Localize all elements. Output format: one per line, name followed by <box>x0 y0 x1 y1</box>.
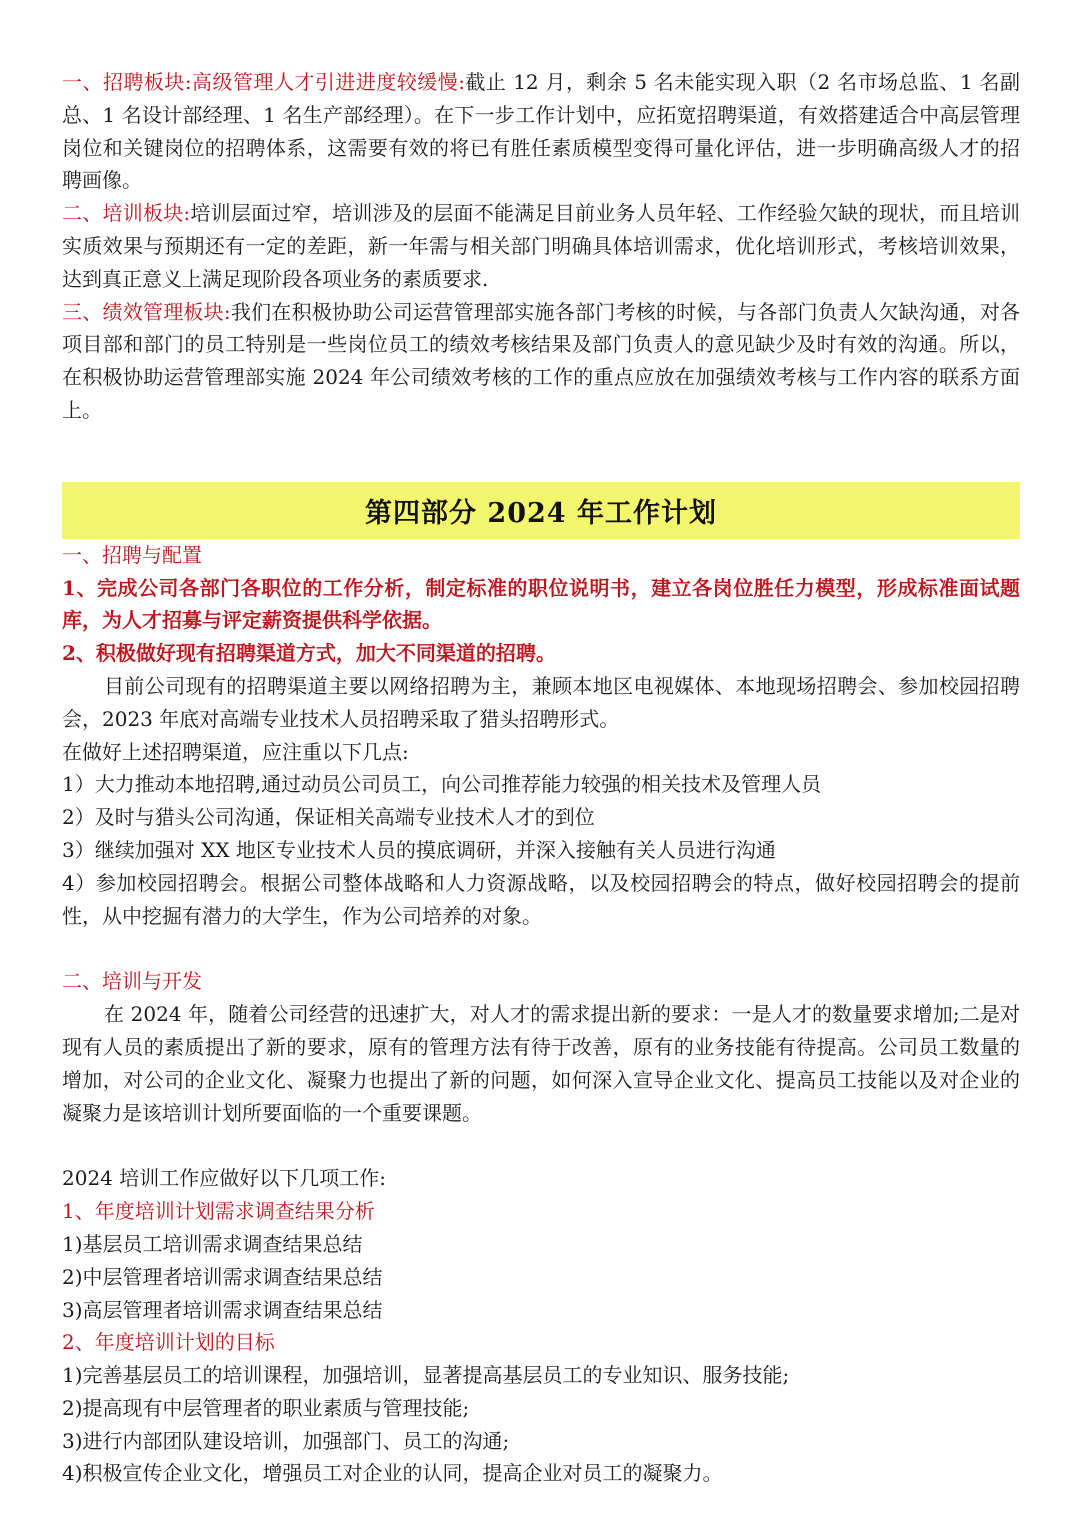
training-sub1-item-1: 1)基层员工培训需求调查结果总结 <box>62 1231 363 1256</box>
training-issue-paragraph <box>62 197 1020 295</box>
training-sub2-item-4: 4)积极宣传企业文化，增强员工对企业的认同，提高企业对员工的凝聚力。 <box>62 1461 723 1486</box>
training-issue-text: 培训层面过窄，培训涉及的层面不能满足目前业务人员年轻、工作经验欠缺的现状，而且培训实质效果与预期还有一定的差距，新一年需与相关部门明确具体培训需求，优化培训形式，考核培训效果，达到真正意义上满足现阶段各项业务的素质要求. <box>62 201 1021 291</box>
performance-issue-text: 我们在积极协助公司运营管理部实施各部门考核的时候，与各部门负责人欠缺沟通，对各项目部和部门的员工特别是一些岗位员工的绩效考核结果及部门负责人的意见缺少及时有效的沟通。所以，在积极协助运营管理部实施 2024 年公司绩效考核的工作的重点应放在加强绩效考核与工作内容的联系方面上。 <box>62 299 1020 422</box>
spacer <box>62 932 1020 965</box>
training-issue-label: 二、培训板块: <box>62 201 191 226</box>
spacer <box>62 1129 1020 1162</box>
recruit-item-2: 2、积极做好现有招聘渠道方式，加大不同渠道的招聘。 <box>62 641 556 666</box>
performance-issue-paragraph <box>62 296 1020 427</box>
recruit-point-4: 4）参加校园招聘会。根据公司整体战略和人力资源战略，以及校园招聘会的特点，做好校园招聘会的提前性，从中挖掘有潜力的大学生，作为公司培养的对象。 <box>62 870 1020 928</box>
document-page <box>62 66 1020 1490</box>
recruit-points-lead: 在做好上述招聘渠道，应注重以下几点: <box>62 739 409 764</box>
recruit-issue-text: 截止 12 月，剩余 5 名未能实现入职（2 名市场总监、1 名副总、1 名设计部经理、1 名生产部经理）。在下一步工作计划中，应拓宽招聘渠道，有效搭建适合中高层管理岗位和关键岗位的招聘体系，这需要有效的将已有胜任素质模型变得可量化评估，进一步明确高级人才的招聘画像。 <box>62 70 1020 193</box>
training-sub1-item-2: 2)中层管理者培训需求调查结果总结 <box>62 1264 383 1289</box>
recruit-channels-paragraph: 目前公司现有的招聘渠道主要以网络招聘为主，兼顾本地区电视媒体、本地现场招聘会、参加校园招聘会，2023 年底对高端专业技术人员招聘采取了猎头招聘形式。 <box>62 673 1020 731</box>
section-banner-title: 第四部分 2024 年工作计划 <box>365 497 717 529</box>
performance-issue-label: 三、绩效管理板块: <box>62 299 231 324</box>
training-sub2-item-2: 2)提高现有中层管理者的职业素质与管理技能; <box>62 1395 470 1420</box>
training-sub-heading-1: 1、年度培训计划需求调查结果分析 <box>62 1199 375 1224</box>
recruit-point-3: 3）继续加强对 XX 地区专业技术人员的摸底调研，并深入接触有关人员进行沟通 <box>62 837 776 862</box>
recruit-issue-label: 一、招聘板块: <box>62 70 192 94</box>
recruit-issue-paragraph <box>62 66 1020 197</box>
training-sub-heading-2: 2、年度培训计划的目标 <box>62 1330 275 1355</box>
training-sub2-item-3: 3)进行内部团队建设培训，加强部门、员工的沟通; <box>62 1428 510 1453</box>
recruit-issue-highlight: 高级管理人才引进进度较缓慢: <box>191 70 465 94</box>
training-lead: 2024 培训工作应做好以下几项工作: <box>62 1166 386 1191</box>
recruit-item-1: 1、完成公司各部门各职位的工作分析，制定标准的职位说明书，建立各岗位胜任力模型，形成标准面试题库，为人才招募与评定薪资提供科学依据。 <box>62 575 1020 633</box>
section-banner <box>62 482 1020 539</box>
training-heading: 二、培训与开发 <box>62 969 202 994</box>
training-sub1-item-3: 3)高层管理者培训需求调查结果总结 <box>62 1297 383 1322</box>
recruit-point-2: 2）及时与猎头公司沟通，保证相关高端专业技术人才的到位 <box>62 805 595 830</box>
recruit-point-1: 1）大力推动本地招聘,通过动员公司员工，向公司推荐能力较强的相关技术及管理人员 <box>62 772 822 797</box>
recruit-heading: 一、招聘与配置 <box>62 542 202 567</box>
training-sub2-item-1: 1)完善基层员工的培训课程，加强培训，显著提高基层员工的专业知识、服务技能; <box>62 1363 790 1388</box>
training-paragraph: 在 2024 年，随着公司经营的迅速扩大，对人才的需求提出新的要求：一是人才的数量要求增加;二是对现有人员的素质提出了新的要求，原有的管理方法有待于改善，原有的业务技能有待提高。公司员工数量的增加，对公司的企业文化、凝聚力也提出了新的问题，如何深入宣导企业文化、提高员工技能以及对企业的凝聚力是该培训计划所要面临的一个重要课题。 <box>62 1002 1020 1125</box>
